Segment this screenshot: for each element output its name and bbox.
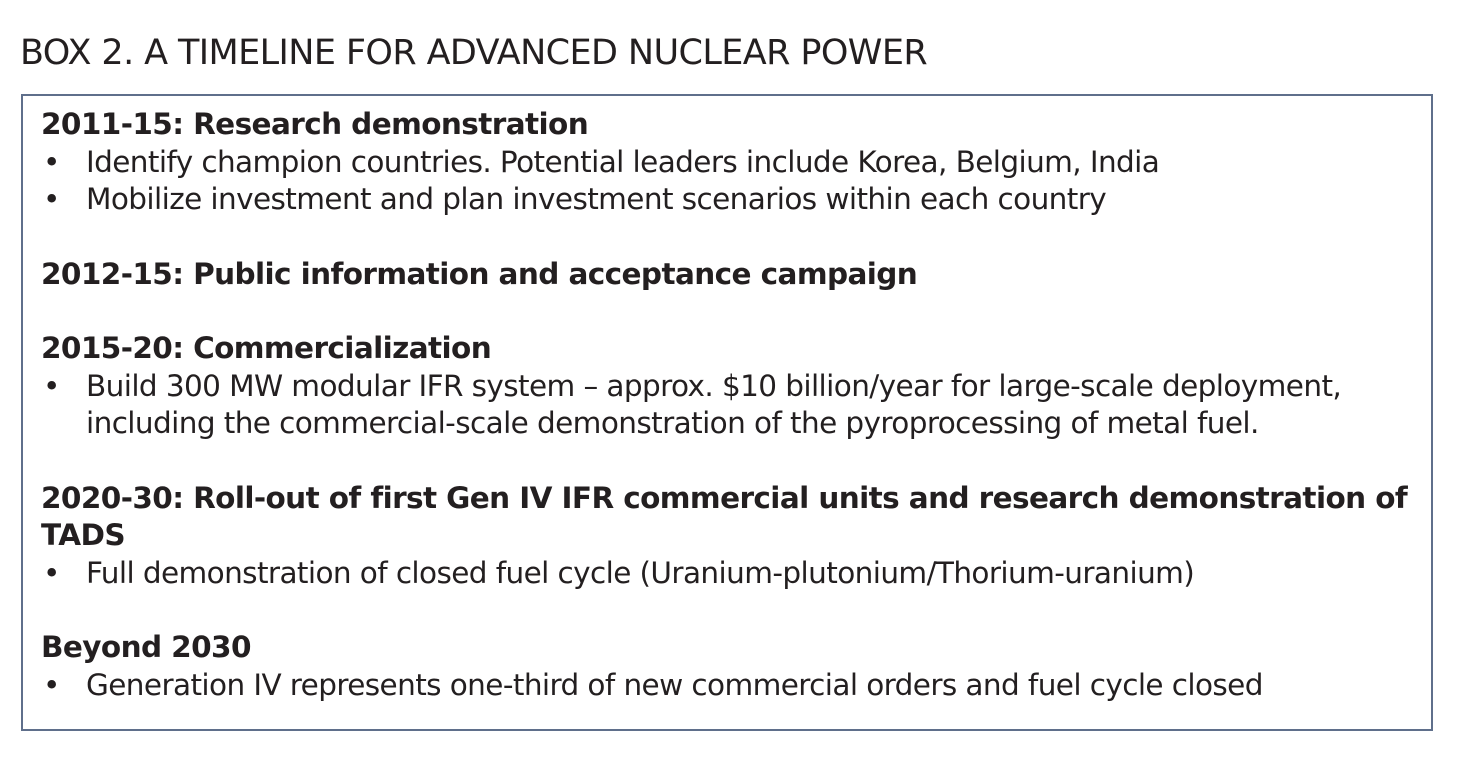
phase-bullet-list — [41, 144, 1413, 219]
list-item — [41, 667, 1413, 705]
bullet-icon: • — [43, 667, 60, 702]
bullet-icon: • — [43, 182, 60, 216]
list-item-text: Full demonstration of closed fuel cycle (Uranium-plutonium/Thorium-uranium) — [86, 555, 1195, 590]
list-item-text: Build 300 MW modular IFR system – approx. $10 billion/year for large-scale deployment, including the commercial-scale demonstration of the pyroprocessing of metal fuel. — [86, 368, 1342, 440]
list-item-text: Generation IV represents one-third of new commercial orders and fuel cycle closed — [86, 667, 1263, 702]
list-item — [41, 181, 1413, 219]
phase-bullet-list — [41, 667, 1413, 705]
list-item — [41, 368, 1413, 443]
bullet-icon: • — [43, 555, 60, 590]
list-item — [41, 144, 1413, 182]
phase-heading: 2015-20: Commercialization — [41, 331, 492, 365]
phase-2015-20 — [41, 330, 1413, 443]
phase-heading: Beyond 2030 — [41, 630, 251, 664]
phase-heading: 2020-30: Roll-out of first Gen IV IFR commercial units and research demonstration of TADS — [41, 480, 1408, 552]
list-item-text: Identify champion countries. Potential leaders include Korea, Belgium, India — [86, 144, 1160, 179]
phase-heading: 2011-15: Research demonstration — [41, 107, 589, 141]
list-item — [41, 555, 1413, 593]
phase-bullet-list — [41, 555, 1413, 593]
list-item-text: Mobilize investment and plan investment scenarios within each country — [86, 182, 1107, 216]
timeline-box — [21, 94, 1433, 731]
phase-bullet-list — [41, 368, 1413, 443]
bullet-icon: • — [43, 368, 60, 403]
phase-2020-30 — [41, 480, 1413, 593]
phase-heading: 2012-15: Public information and acceptance campaign — [41, 256, 918, 291]
phase-2012-15 — [41, 256, 1413, 294]
phase-2011-15 — [41, 106, 1413, 219]
bullet-icon: • — [43, 144, 60, 179]
box-title: BOX 2. A TIMELINE FOR ADVANCED NUCLEAR POWER — [20, 33, 928, 73]
phase-beyond-2030 — [41, 629, 1413, 704]
